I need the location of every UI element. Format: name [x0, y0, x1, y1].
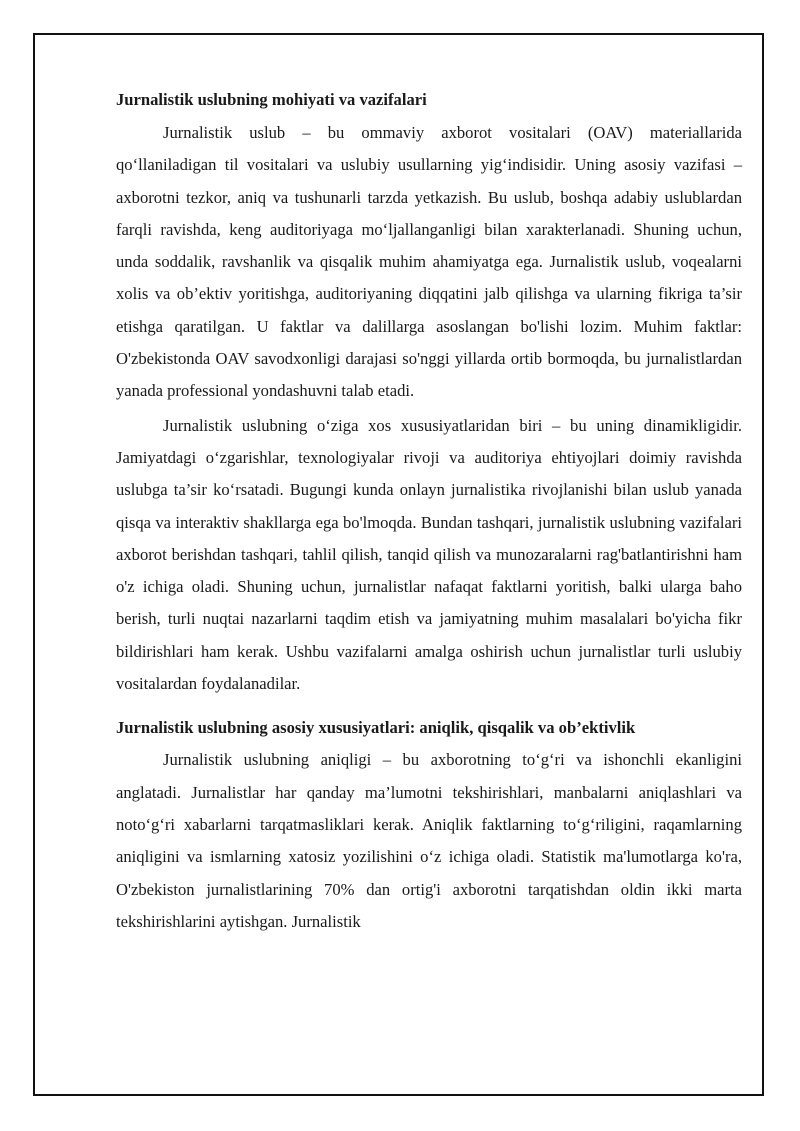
- paragraph-uslub-dynamics: Jurnalistik uslubning o‘ziga xos xususiyatlaridan biri – bu uning dinamikligidir. Jamiyatdagi o‘zgarishlar, texnologiyalar rivoji va auditoriya ehtiyojlari doimiy ravishda uslubga ta’sir ko‘rsatadi. Bugungi kunda onlayn jurnalistika rivojlanishi bilan uslub yanada qisqa va interaktiv shakllarga ega bo'lmoqda. Bundan tashqari, jurnalistik uslubning vazifalari axborot berishdan tashqari, tahlil qilish, tanqid qilish va munozaralarni rag'batlantirishni ham o'z ichiga oladi. Shuning uchun, jurnalistlar nafaqat faktlarni yoritish, balki ularga baho berish, turli nuqtai nazarlarni taqdim etish va jamiyatning muhim masalalari bo'yicha fikr bildirishlari ham kerak. Ushbu vazifalarni amalga oshirish uchun jurnalistlar turli uslubiy vositalardan foydalanadilar.: [116, 415, 742, 694]
- section-heading-mohiyati: Jurnalistik uslubning mohiyati va vazifalari: [116, 90, 427, 109]
- paragraph-uslub-definition: Jurnalistik uslub – bu ommaviy axborot vositalari (OAV) materiallarida qo‘llaniladigan til vositalari va uslubiy usullarning yig‘indisidir. Uning asosiy vazifasi – axborotni tezkor, aniq va tushunarli tarzda yetkazish. Bu uslub, boshqa adabiy uslublardan farqli ravishda, keng auditoriyaga mo‘ljallanganligi bilan xarakterlanadi. Shuning uchun, unda soddalik, ravshanlik va qisqalik muhim ahamiyatga ega. Jurnalistik uslub, voqealarni xolis va ob’ektiv yoritishga, auditoriyaning diqqatini jalb qilishga va ularning fikriga ta’sir etishga qaratilgan. U faktlar va dalillarga asoslangan bo'lishi lozim. Muhim faktlar: O'zbekistonda OAV savodxonligi darajasi so'nggi yillarda ortib bormoqda, bu jurnalistlardan yanada professional yondashuvni talab etadi.: [116, 123, 742, 401]
- document-body: [116, 84, 742, 940]
- paragraph-aniqlik: Jurnalistik uslubning aniqligi – bu axborotning to‘g‘ri va ishonchli ekanligini anglatadi. Jurnalistlar har qanday ma’lumotni tekshirishlari, manbalarni aniqlashlari va noto‘g‘ri xabarlarni tarqatmasliklari kerak. Aniqlik faktlarning to‘g‘riligini, raqamlarning aniqligini va ismlarning xatosiz yozilishini o‘z ichiga oladi. Statistik ma'lumotlarga ko'ra, O'zbekiston jurnalistlarining 70% dan ortig'i axborotni tarqatishdan oldin ikki marta tekshirishlarini aytishgan. Jurnalistik: [116, 750, 742, 931]
- section-heading-xususiyatlari: Jurnalistik uslubning asosiy xususiyatlari: aniqlik, qisqalik va ob’ektivlik: [116, 718, 636, 738]
